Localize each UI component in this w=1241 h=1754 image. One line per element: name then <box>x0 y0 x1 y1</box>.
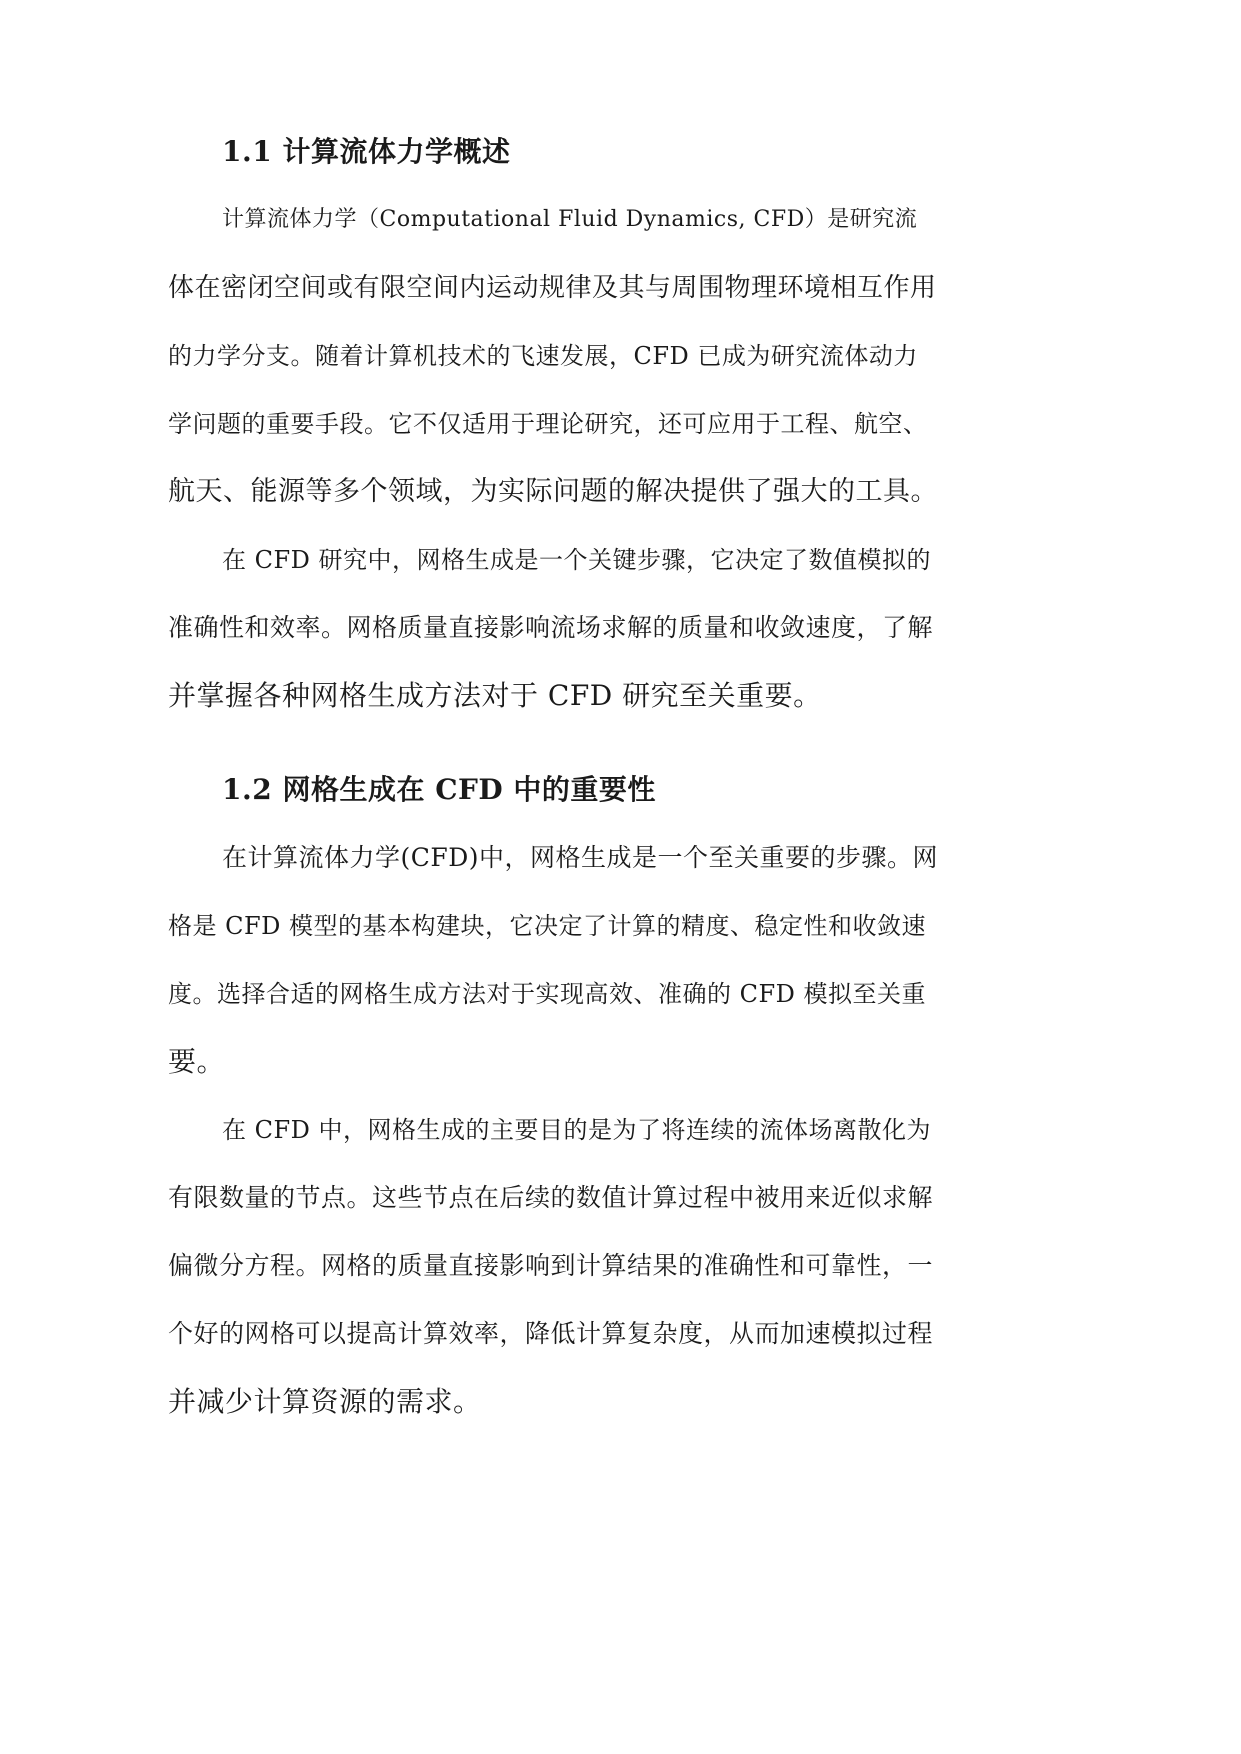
paragraph-line: 在 CFD 研究中，网格生成是一个关键步骤，它决定了数值模拟的 <box>222 546 932 574</box>
paragraph-line: 个好的网格可以提高计算效率，降低计算复杂度，从而加速模拟过程 <box>168 1319 934 1348</box>
paragraph-line: 偏微分方程。网格的质量直接影响到计算结果的准确性和可靠性，一 <box>168 1251 934 1280</box>
paragraph-line: 并减少计算资源的需求。 <box>168 1385 482 1418</box>
paragraph-line: 要。 <box>168 1045 226 1078</box>
paragraph-line: 学问题的重要手段。它不仅适用于理论研究，还可应用于工程、航空、 <box>168 410 928 438</box>
paragraph-line: 计算流体力学（Computational Fluid Dynamics, CFD）是研究流 <box>222 207 918 232</box>
paragraph-line: 度。选择合适的网格生成方法对于实现高效、准确的 CFD 模拟至关重 <box>168 980 927 1008</box>
paragraph-line: 格是 CFD 模型的基本构建块，它决定了计算的精度、稳定性和收敛速 <box>168 912 927 940</box>
paragraph-line: 有限数量的节点。这些节点在后续的数值计算过程中被用来近似求解 <box>168 1183 934 1212</box>
section-heading-2: 1.2 网格生成在 CFD 中的重要性 <box>222 773 656 806</box>
paragraph-line: 航天、能源等多个领域，为实际问题的解决提供了强大的工具。 <box>168 476 938 507</box>
paragraph-line: 的力学分支。随着计算机技术的飞速发展，CFD 已成为研究流体动力 <box>168 342 918 370</box>
paragraph-line: 体在密闭空间或有限空间内运动规律及其与周围物理环境相互作用 <box>168 273 937 303</box>
paragraph-line: 准确性和效率。网格质量直接影响流场求解的质量和收敛速度，了解 <box>168 613 934 642</box>
paragraph-line: 在计算流体力学(CFD)中，网格生成是一个至关重要的步骤。网 <box>222 843 939 872</box>
paragraph-line: 在 CFD 中，网格生成的主要目的是为了将连续的流体场离散化为 <box>222 1116 932 1144</box>
section-heading-1: 1.1 计算流体力学概述 <box>222 135 511 168</box>
paragraph-line: 并掌握各种网格生成方法对于 CFD 研究至关重要。 <box>168 679 822 712</box>
